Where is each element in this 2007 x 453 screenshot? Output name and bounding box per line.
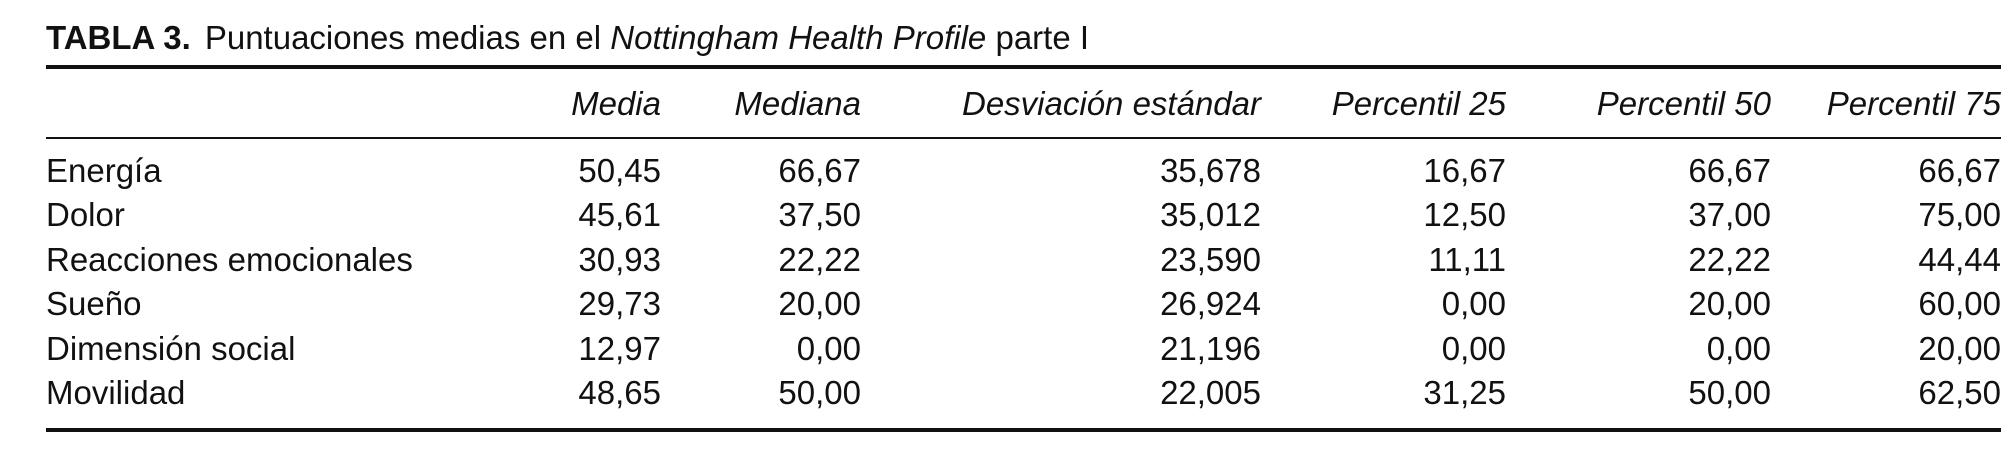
table-row — [46, 136, 2001, 193]
table-cell: 22,22 — [1688, 240, 1771, 278]
table-top-rule — [46, 65, 2001, 69]
table-row — [46, 237, 2001, 282]
caption-suffix: parte I — [986, 19, 1090, 56]
table-caption — [46, 18, 1089, 58]
table-cell: 20,00 — [1688, 285, 1771, 323]
data-table — [46, 72, 2001, 415]
table-cell: 35,678 — [1160, 151, 1261, 189]
table-cell: 22,22 — [778, 240, 861, 278]
column-header-percentil-50: Percentil 50 — [1596, 85, 1771, 122]
table-cell: 35,012 — [1160, 196, 1261, 234]
row-label: Dimensión social — [46, 329, 296, 367]
table-number: TABLA 3. — [46, 19, 191, 56]
table-cell: 22,005 — [1160, 374, 1261, 412]
column-header-label — [46, 72, 466, 136]
row-label: Movilidad — [46, 374, 186, 412]
table-cell: 50,00 — [1688, 374, 1771, 412]
table-row — [46, 371, 2001, 416]
table-body — [46, 136, 2001, 415]
column-header-percentil-25: Percentil 25 — [1331, 85, 1506, 122]
column-header-media: Media — [571, 85, 661, 122]
row-label: Dolor — [46, 196, 125, 234]
caption-italic-title: Nottingham Health Profile — [610, 19, 987, 56]
table-row — [46, 193, 2001, 238]
table-row — [46, 282, 2001, 327]
table-cell: 23,590 — [1160, 240, 1261, 278]
table-header-row — [46, 72, 2001, 136]
table-cell: 31,25 — [1423, 374, 1506, 412]
table-cell: 21,196 — [1160, 329, 1261, 367]
table-cell: 66,67 — [1688, 151, 1771, 189]
table-cell: 30,93 — [578, 240, 661, 278]
table-cell: 11,11 — [1428, 240, 1506, 278]
table-cell: 20,00 — [778, 285, 861, 323]
table-cell: 0,00 — [1706, 329, 1771, 367]
table-cell: 44,44 — [1918, 240, 2001, 278]
table-cell: 48,65 — [578, 374, 661, 412]
table-cell: 62,50 — [1918, 374, 2001, 412]
table-cell: 12,97 — [578, 329, 661, 367]
table-row — [46, 326, 2001, 371]
table-cell: 16,67 — [1423, 151, 1506, 189]
table-cell: 60,00 — [1918, 285, 2001, 323]
table-cell: 0,00 — [796, 329, 861, 367]
table-cell: 0,00 — [1441, 329, 1506, 367]
table-cell: 37,50 — [778, 196, 861, 234]
caption-text: Puntuaciones medias en el — [204, 19, 611, 56]
column-header-desviacion: Desviación estándar — [962, 85, 1261, 122]
table-bottom-rule — [46, 428, 2001, 432]
table-cell: 12,50 — [1423, 196, 1506, 234]
row-label: Sueño — [46, 285, 142, 323]
table-cell: 50,45 — [578, 151, 661, 189]
row-label: Energía — [46, 151, 162, 189]
table-cell: 37,00 — [1688, 196, 1771, 234]
row-label: Reacciones emocionales — [46, 240, 413, 278]
column-header-percentil-75: Percentil 75 — [1826, 85, 2001, 122]
table-cell: 66,67 — [778, 151, 861, 189]
table-cell: 0,00 — [1441, 285, 1506, 323]
table-cell: 75,00 — [1918, 196, 2001, 234]
table-cell: 26,924 — [1160, 285, 1261, 323]
table-cell: 20,00 — [1918, 329, 2001, 367]
table-cell: 45,61 — [578, 196, 661, 234]
column-header-mediana: Mediana — [734, 85, 861, 122]
table-cell: 50,00 — [778, 374, 861, 412]
table-cell: 29,73 — [578, 285, 661, 323]
table-cell: 66,67 — [1918, 151, 2001, 189]
